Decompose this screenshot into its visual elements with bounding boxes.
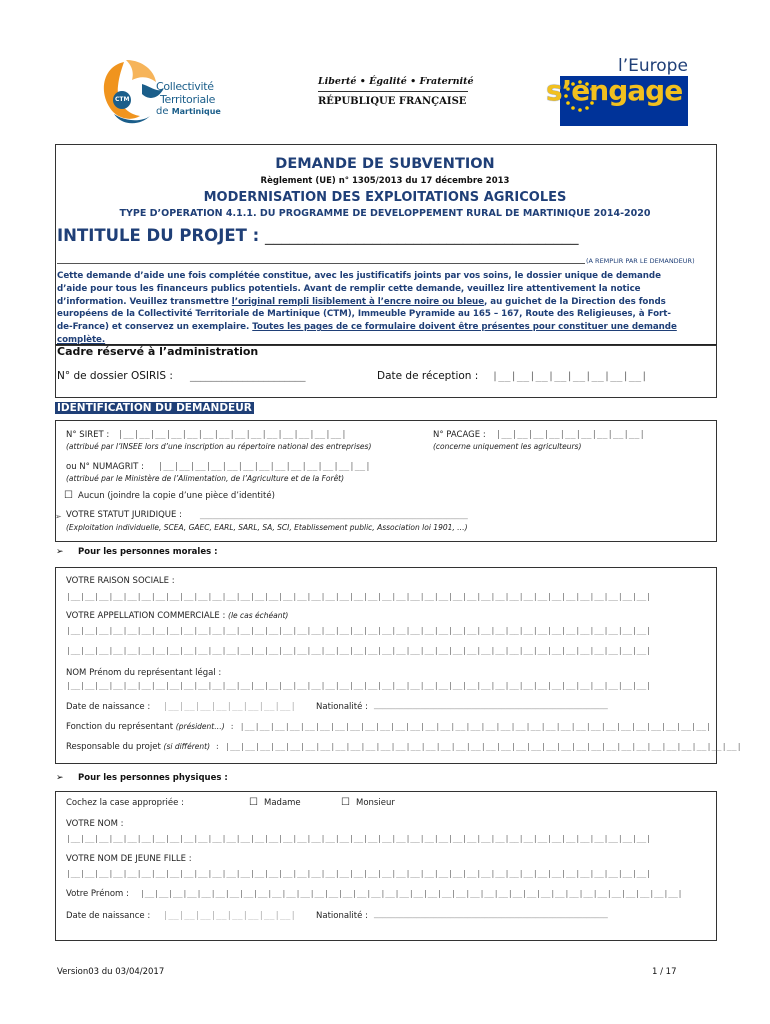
page-title: DEMANDE DE SUBVENTION: [275, 156, 495, 172]
physiques-heading: Pour les personnes physiques :: [78, 773, 228, 783]
intro-line5b: Toutes les pages de ce formulaire doivent être présentes pour constituer une demande: [252, 322, 677, 333]
physique-nationalite-label: Nationalité :: [316, 911, 368, 921]
jeune-fille-input[interactable]: |__|__|__|__|__|__|__|__|__|__|__|__|__|__|__|__|__|__|__|__|__|__|__|__|__|__|__|__|__|__|__|__|__|__|__|__|__|__|__|__|__|: [66, 869, 651, 878]
prenom-input[interactable]: |__|__|__|__|__|__|__|__|__|__|__|__|__|__|__|__|__|__|__|__|__|__|__|__|__|__|__|__|__|__|__|__|__|__|__|__|__|__|: [140, 889, 683, 898]
responsable-note: (si différent): [163, 742, 211, 751]
pacage-label: N° PACAGE :: [433, 430, 486, 440]
madame-checkbox[interactable]: ☐: [249, 797, 258, 808]
appellation-label: [66, 611, 288, 621]
morales-heading: Pour les personnes morales :: [78, 547, 218, 557]
ctm-logo: [96, 56, 246, 128]
intro-line3a: d’information. Veuillez transmettre: [57, 296, 232, 307]
statut-label: VOTRE STATUT JURIDIQUE :: [66, 510, 182, 520]
representant-input[interactable]: |__|__|__|__|__|__|__|__|__|__|__|__|__|__|__|__|__|__|__|__|__|__|__|__|__|__|__|__|__|__|__|__|__|__|__|__|__|__|__|__|__|: [66, 681, 651, 690]
responsable-label: [66, 742, 742, 752]
numagrit-note: (attribué par le Ministère de l’Alimentation, de l’Agriculture et de la Forêt): [66, 474, 345, 483]
europe-sengage-logo: [546, 56, 696, 130]
numagrit-input[interactable]: |__|__|__|__|__|__|__|__|__|__|__|__|__|: [158, 462, 371, 472]
ctm-line3-prefix: de: [156, 106, 172, 117]
appellation-note: (le cas échéant): [228, 611, 289, 620]
osiris-label: N° de dossier OSIRIS :: [57, 370, 173, 382]
footer-page-number: 1 / 17: [652, 967, 677, 977]
responsable-text: Responsable du projet: [66, 742, 164, 752]
raison-sociale-label: VOTRE RAISON SOCIALE :: [66, 576, 175, 586]
appellation-text: VOTRE APPELLATION COMMERCIALE :: [66, 611, 229, 621]
intro-line1: Cette demande d’aide une fois complétée constitue, avec les justificatifs joints par vos soins, le dossier unique de demande: [57, 271, 661, 281]
physique-naissance-label: Date de naissance :: [66, 911, 151, 921]
project-second-line[interactable]: [57, 263, 585, 264]
eu-line2: s’engage: [546, 74, 683, 107]
aucun-checkbox[interactable]: ☐: [64, 490, 73, 501]
intro-line3c: , au guichet de la Direction des fonds: [484, 296, 666, 307]
project-title-label: [57, 226, 578, 245]
admin-title: Cadre réservé à l’administration: [57, 345, 259, 358]
madame-label: Madame: [264, 798, 301, 808]
republique-francaise-logo: [316, 76, 472, 116]
cochez-label: Cochez la case appropriée :: [66, 798, 184, 808]
siret-input[interactable]: |__|__|__|__|__|__|__|__|__|__|__|__|__|__|: [118, 430, 347, 440]
numagrit-label: ou N° NUMAGRIT :: [66, 462, 144, 472]
intro-line3: [57, 296, 717, 309]
morales-naissance-input[interactable]: |__|__|__|__|__|__|__|__|: [163, 702, 296, 712]
morales-nationalite-input[interactable]: _______________________________________________________: [374, 700, 608, 710]
intro-line3b: l’original rempli lisiblement à l’encre noire ou bleue: [231, 296, 485, 307]
fonction-note: (président…): [175, 722, 225, 731]
statut-arrow-icon: ➢: [55, 512, 62, 521]
reception-label: Date de réception :: [377, 370, 479, 382]
siret-note: (attribué par l’INSEE lors d’une inscription au répertoire national des entreprises): [66, 442, 372, 451]
fonction-label: [66, 722, 711, 732]
rf-name: RÉPUBLIQUE FRANÇAISE: [318, 96, 467, 107]
morales-arrow-icon: ➢: [56, 547, 64, 557]
project-label: INTITULE DU PROJET :: [57, 226, 265, 245]
subtitle: MODERNISATION DES EXPLOITATIONS AGRICOLES: [203, 190, 567, 205]
morales-nationalite-label: Nationalité :: [316, 702, 368, 712]
fonction-input[interactable]: : |__|__|__|__|__|__|__|__|__|__|__|__|__|__|__|__|__|__|__|__|__|__|__|__|__|__|__|__|__|__|__|: [224, 722, 712, 731]
fonction-text: Fonction du représentant: [66, 722, 176, 732]
footer-version: Version03 du 03/04/2017: [57, 967, 165, 977]
rf-separator: [318, 91, 468, 92]
physiques-arrow-icon: ➢: [56, 773, 64, 783]
osiris-input[interactable]: ______________________: [190, 370, 306, 382]
raison-sociale-input[interactable]: |__|__|__|__|__|__|__|__|__|__|__|__|__|__|__|__|__|__|__|__|__|__|__|__|__|__|__|__|__|__|__|__|__|__|__|__|__|__|__|__|__|: [66, 592, 651, 601]
operation-type: TYPE D’OPERATION 4.1.1. DU PROGRAMME DE DEVELOPPEMENT RURAL DE MARTINIQUE 2014-2020: [119, 208, 651, 219]
ctm-line3-name: Martinique: [171, 107, 221, 116]
siret-label: N° SIRET :: [66, 430, 110, 440]
identification-title: IDENTIFICATION DU DEMANDEUR: [57, 402, 252, 414]
appellation-input-1[interactable]: |__|__|__|__|__|__|__|__|__|__|__|__|__|__|__|__|__|__|__|__|__|__|__|__|__|__|__|__|__|__|__|__|__|__|__|__|__|__|__|__|__|: [66, 626, 651, 635]
eu-line1: l’Europe: [618, 56, 688, 76]
rf-motto: Liberté • Égalité • Fraternité: [318, 76, 474, 87]
prenom-label: Votre Prénom :: [66, 889, 129, 899]
jeune-fille-label: VOTRE NOM DE JEUNE FILLE :: [66, 854, 192, 864]
regulation-text: Règlement (UE) n° 1305/2013 du 17 décembre 2013: [260, 176, 510, 186]
physique-naissance-input[interactable]: |__|__|__|__|__|__|__|__|: [163, 911, 296, 921]
morales-naissance-label: Date de naissance :: [66, 702, 151, 712]
physique-nom-input[interactable]: |__|__|__|__|__|__|__|__|__|__|__|__|__|__|__|__|__|__|__|__|__|__|__|__|__|__|__|__|__|__|__|__|__|__|__|__|__|__|__|__|__|: [66, 834, 651, 843]
responsable-input[interactable]: : |__|__|__|__|__|__|__|__|__|__|__|__|__|__|__|__|__|__|__|__|__|__|__|__|__|__|__|__|__|__|__|__|__|__|: [210, 742, 742, 751]
intro-line2: d’aide pour tous les financeurs publics potentiels. Avant de remplir cette demande, veuillez lire attentivement la notice: [57, 283, 641, 294]
appellation-input-2[interactable]: |__|__|__|__|__|__|__|__|__|__|__|__|__|__|__|__|__|__|__|__|__|__|__|__|__|__|__|__|__|__|__|__|__|__|__|__|__|__|__|__|__|: [66, 646, 651, 655]
ctm-line2: Territoriale: [160, 93, 216, 106]
monsieur-checkbox[interactable]: ☐: [341, 797, 350, 808]
reception-input[interactable]: |__|__|__|__|__|__|__|__|: [492, 371, 648, 382]
statut-note: (Exploitation individuelle, SCEA, GAEC, EARL, SARL, SA, SCI, Etablissement public, Association loi 1901, …): [66, 523, 468, 532]
intro-line5: [57, 321, 717, 334]
project-input[interactable]: ______________________________________: [264, 226, 579, 245]
ctm-badge: CTM: [115, 96, 130, 103]
ctm-line3: [156, 106, 221, 117]
intro-line6: complète.: [57, 334, 106, 345]
intro-text: [57, 270, 717, 347]
ctm-line1: Collectivité: [156, 80, 214, 93]
statut-input[interactable]: _______________________________________________________________: [200, 510, 468, 520]
pacage-input[interactable]: |__|__|__|__|__|__|__|__|__|: [496, 430, 645, 440]
physique-nom-label: VOTRE NOM :: [66, 819, 124, 829]
physique-nationalite-input[interactable]: _______________________________________________________: [374, 909, 608, 919]
fill-note: (A REMPLIR PAR LE DEMANDEUR): [586, 257, 695, 265]
intro-line4: européens de la Collectivité Territoriale de Martinique (CTM), Immeuble Pyramide au 165 – 167, Route des Religieuses, à Fort-: [57, 309, 671, 320]
aucun-label: Aucun (joindre la copie d’une pièce d’identité): [78, 491, 275, 501]
intro-line5a: de-France) et conservez un exemplaire.: [57, 322, 253, 333]
monsieur-label: Monsieur: [356, 798, 395, 808]
pacage-note: (concerne uniquement les agriculteurs): [433, 442, 582, 451]
representant-label: NOM Prénom du représentant légal :: [66, 668, 222, 678]
